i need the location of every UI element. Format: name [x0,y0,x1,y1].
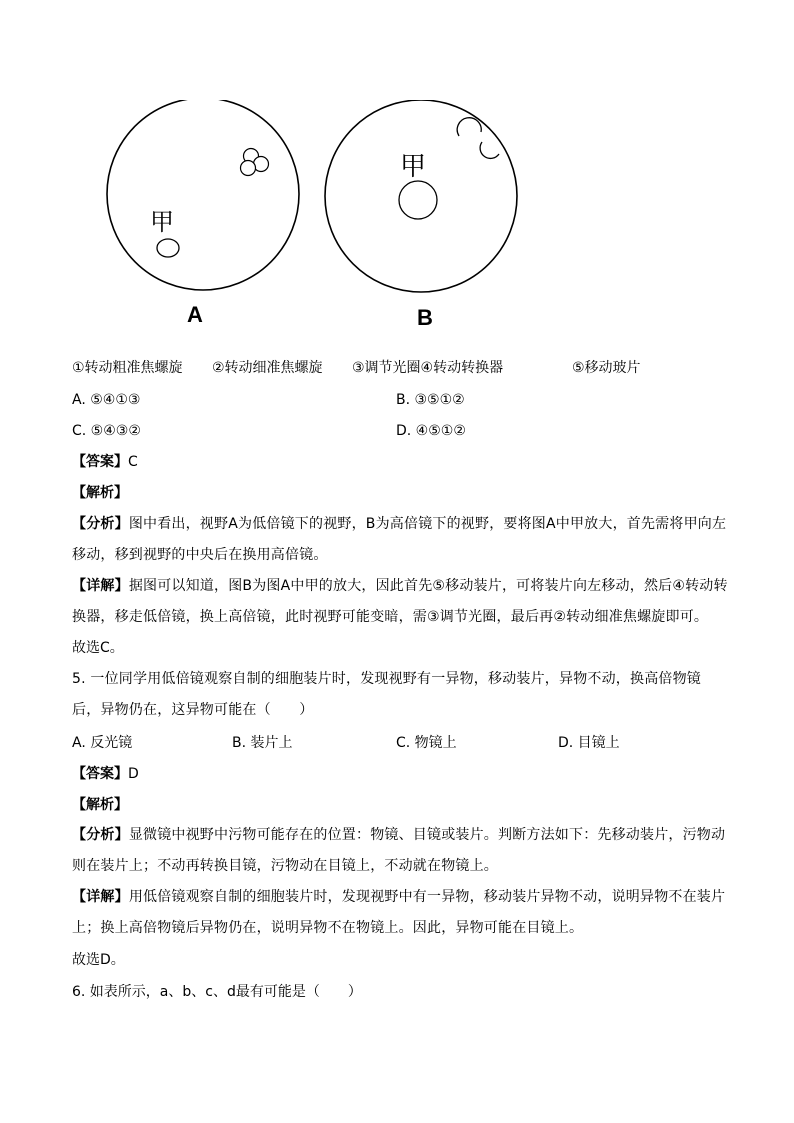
q4-option-b: B. ③⑤①② [396,392,465,408]
q5-answer-line [72,764,139,784]
q4-option-a: A. ⑤④①③ [72,392,141,408]
q5-stem: 5. 一位同学用低倍镜观察自制的细胞装片时，发现视野有一异物，移动装片，异物不动，换高倍物镜后，异物仍在，这异物可能在（ ） [72,671,702,718]
field-b-edge-cell-1 [457,118,481,136]
field-a-circle [107,100,299,290]
q4-answer: C [128,454,138,470]
step-2: ②转动细准焦螺旋 [212,360,323,376]
q4-detail [72,571,728,633]
field-b-jia-label: 甲 [400,152,427,182]
field-a-cell-3 [241,161,256,176]
detail-tag: 【详解】 [72,578,129,594]
q4-option-c: C. ⑤④③② [72,423,141,439]
q4-fenxi [72,509,728,571]
q5-detail-text: 用低倍镜观察自制的细胞装片时，发现视野中有一异物，移动装片异物不动，说明异物不在装片上；换上高倍物镜后异物仍在，说明异物不在物镜上。因此，异物可能在目镜上。 [72,889,726,936]
q5-answer: D [128,766,139,782]
step-3-4: ③调节光圈④转动转换器 [352,360,504,376]
field-b-circle [325,100,517,292]
step-5: ⑤移动玻片 [572,360,641,376]
q5-fenxi [72,820,728,882]
q4-conclusion: 故选C。 [72,640,124,656]
answer-tag: 【答案】 [72,454,128,470]
q6-stem: 6. 如表所示，a、b、c、d最有可能是（ ） [72,984,362,1000]
step-1: ①转动粗准焦螺旋 [72,360,183,376]
fenxi-tag: 【分析】 [72,516,129,532]
microscope-figure [95,100,535,335]
q5-option-c: C. 物镜上 [396,735,457,751]
field-a-label: A [187,302,203,327]
q4-detail-text: 据图可以知道，图B为图A中甲的放大，因此首先⑤移动装片，可将装片向左移动，然后④转动转换器，移走低倍镜，换上高倍镜，此时视野可能变暗，需③调节光圈，最后再②转动细准焦螺旋即可。 [72,578,728,625]
q4-answer-line [72,452,138,472]
field-b-label: B [417,305,433,330]
q5-fenxi-text: 显微镜中视野中污物可能存在的位置：物镜、目镜或装片。判断方法如下：先移动装片，污物动则在装片上；不动再转换目镜，污物动在目镜上，不动就在物镜上。 [72,827,726,874]
microscope-views-diagram [95,100,535,335]
field-b-jia-cell [399,181,437,219]
q5-conclusion: 故选D。 [72,952,125,968]
answer-tag: 【答案】 [72,766,128,782]
q5-option-a: A. 反光镜 [72,735,133,751]
q5-detail [72,882,728,944]
field-b-edge-cell-2 [480,142,499,158]
field-a-jia-label: 甲 [150,208,174,236]
field-a-jia-cell [157,239,179,257]
q5-option-d: D. 目镜上 [558,735,620,751]
q5-analysis-tag: 【解析】 [72,797,128,813]
fenxi-tag: 【分析】 [72,827,129,843]
q5-option-b: B. 装片上 [232,735,293,751]
q4-fenxi-text: 图中看出，视野A为低倍镜下的视野，B为高倍镜下的视野，要将图A中甲放大，首先需将甲向左移动，移到视野的中央后在换用高倍镜。 [72,516,727,563]
detail-tag: 【详解】 [72,889,129,905]
q4-analysis-tag: 【解析】 [72,485,128,501]
q4-option-d: D. ④⑤①② [396,423,466,439]
